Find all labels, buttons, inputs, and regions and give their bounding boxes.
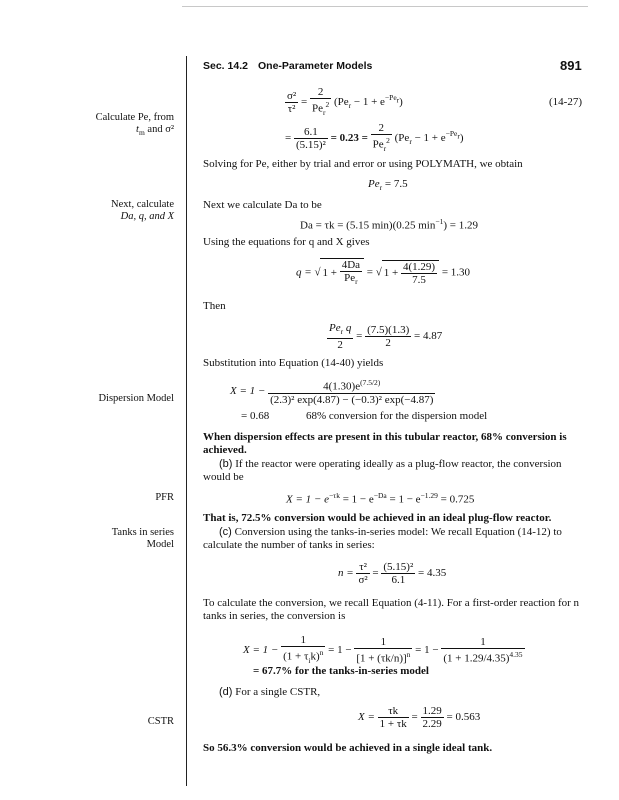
paragraph-calc-da: Next we calculate Da to be — [203, 199, 322, 211]
equation-14-27: $\frac{\text{σ²}}{\text{τ²}}$ = $\frac{2}{Pe_r^2}$ $(Pe_r - 1 + e^{-Pe_r})$ — [287, 86, 403, 117]
page-title: One-Parameter Models — [258, 60, 373, 72]
page-number: 891 — [560, 58, 582, 73]
equation-q: q = √ 1 + $\frac{4Da}{Pe_r}$ = √ 1 + $\frac{4(1.29)}{7.5}$ = 1.30 — [296, 259, 471, 287]
margin-note-tanks: Tanks in series Model — [111, 527, 174, 550]
paragraph-q-and-x: Using the equations for q and X gives — [203, 236, 370, 248]
equation-n-tanks: n = $\frac{\text{τ²}}{\text{σ²}}$ = $\frac{\text{(5.15)²}}{6.1}$ = 4.35 — [338, 561, 447, 586]
paragraph-cstr-conclusion: So 56.3% conversion would be achieved in a single ideal tank. — [203, 742, 493, 754]
margin-note-calc-pe: Calculate Pe, from $t_m$ and σ² — [95, 112, 174, 138]
paragraph-solving-pe: Solving for Pe, either by trial and error or using POLYMATH, we obtain — [203, 158, 523, 170]
paragraph-tanks-conversion: To calculate the conversion, we recall Equation (4-11). For a first-order reaction for n tanks in series, the conversion is — [203, 597, 580, 622]
equation-pe-q: $\frac{Pe_r q}{2}$ = $\frac{(7.5)(1.3)}{2}$ = 4.87 — [329, 322, 443, 352]
equation-tanks-in-series: X = 1 − $\frac{1}{(1 + \tau_ik)^n}$ = 1 − $\frac{1}{[1 + (\tau k/n)]^n}$ = 1 − $\frac{1}{(1 + 1.29/4.35)^{4.35}}$ — [243, 634, 523, 665]
equation-pe-result: $Pe_r = 7.5$ — [368, 178, 408, 193]
top-rule — [182, 6, 588, 7]
paragraph-then: Then — [203, 300, 226, 312]
paragraph-substitution: Substitution into Equation (14-40) yields — [203, 357, 384, 369]
section-label: Sec. 14.2 — [203, 60, 248, 72]
paragraph-cstr-intro: (d) For a single CSTR, — [219, 686, 321, 698]
equation-da: Da = τk = (5.15 min)(0.25 $\min^{-1}) = 1.29$ — [300, 217, 478, 232]
equation-cstr: X = $\frac{\tau k}{1 + \tau k}$ = $\frac{1.29}{2.29}$ = 0.563 — [358, 705, 481, 730]
equation-x-note: 68% conversion for the dispersion model — [306, 410, 488, 422]
equation-tanks-result: = 67.7% for the tanks-in-series model — [253, 665, 429, 677]
margin-note-dispersion: Dispersion Model — [98, 393, 174, 404]
margin-rule — [186, 56, 187, 786]
equation-x-dispersion: X = 1 − $\frac{4(1.30)e^{(7.5/2)}}{\text{(2.3)² exp(4.87) − (−0.3)² exp(−4.87)}}$ — [230, 378, 434, 406]
paragraph-pfr-conclusion: That is, 72.5% conversion would be achieved in an ideal plug-flow reactor. — [203, 512, 552, 524]
equation-pe-substitution: = $\frac{6.1}{\text{(5.15)²}}$ = 0.23 = $\frac{2}{Pe_r^2}$ $(Pe_r - 1 + e^{-Pe_r})$ — [285, 122, 464, 153]
paragraph-pfr-intro: (b) If the reactor were operating ideally as a plug-flow reactor, the conversion would be — [203, 458, 562, 483]
equation-pfr: $X = 1 - e^{-\tau k} = 1 - e^{-Da} = 1 - e^{-1.29} = 0.725$ — [286, 491, 475, 506]
equation-x-result: = 0.68 — [241, 410, 270, 422]
margin-note-cstr: CSTR — [147, 716, 174, 727]
paragraph-dispersion-conclusion: When dispersion effects are present in this tubular reactor, 68% conversion is achieved. — [203, 431, 567, 456]
equation-number: (14-27) — [549, 96, 582, 108]
paragraph-tanks-intro: (c) Conversion using the tanks-in-series model: We recall Equation (14-12) to calculate the number of tanks in series: — [203, 526, 562, 551]
margin-note-calc-da: Next, calculate Da, q, and X — [111, 199, 174, 222]
margin-note-pfr: PFR — [155, 492, 174, 503]
